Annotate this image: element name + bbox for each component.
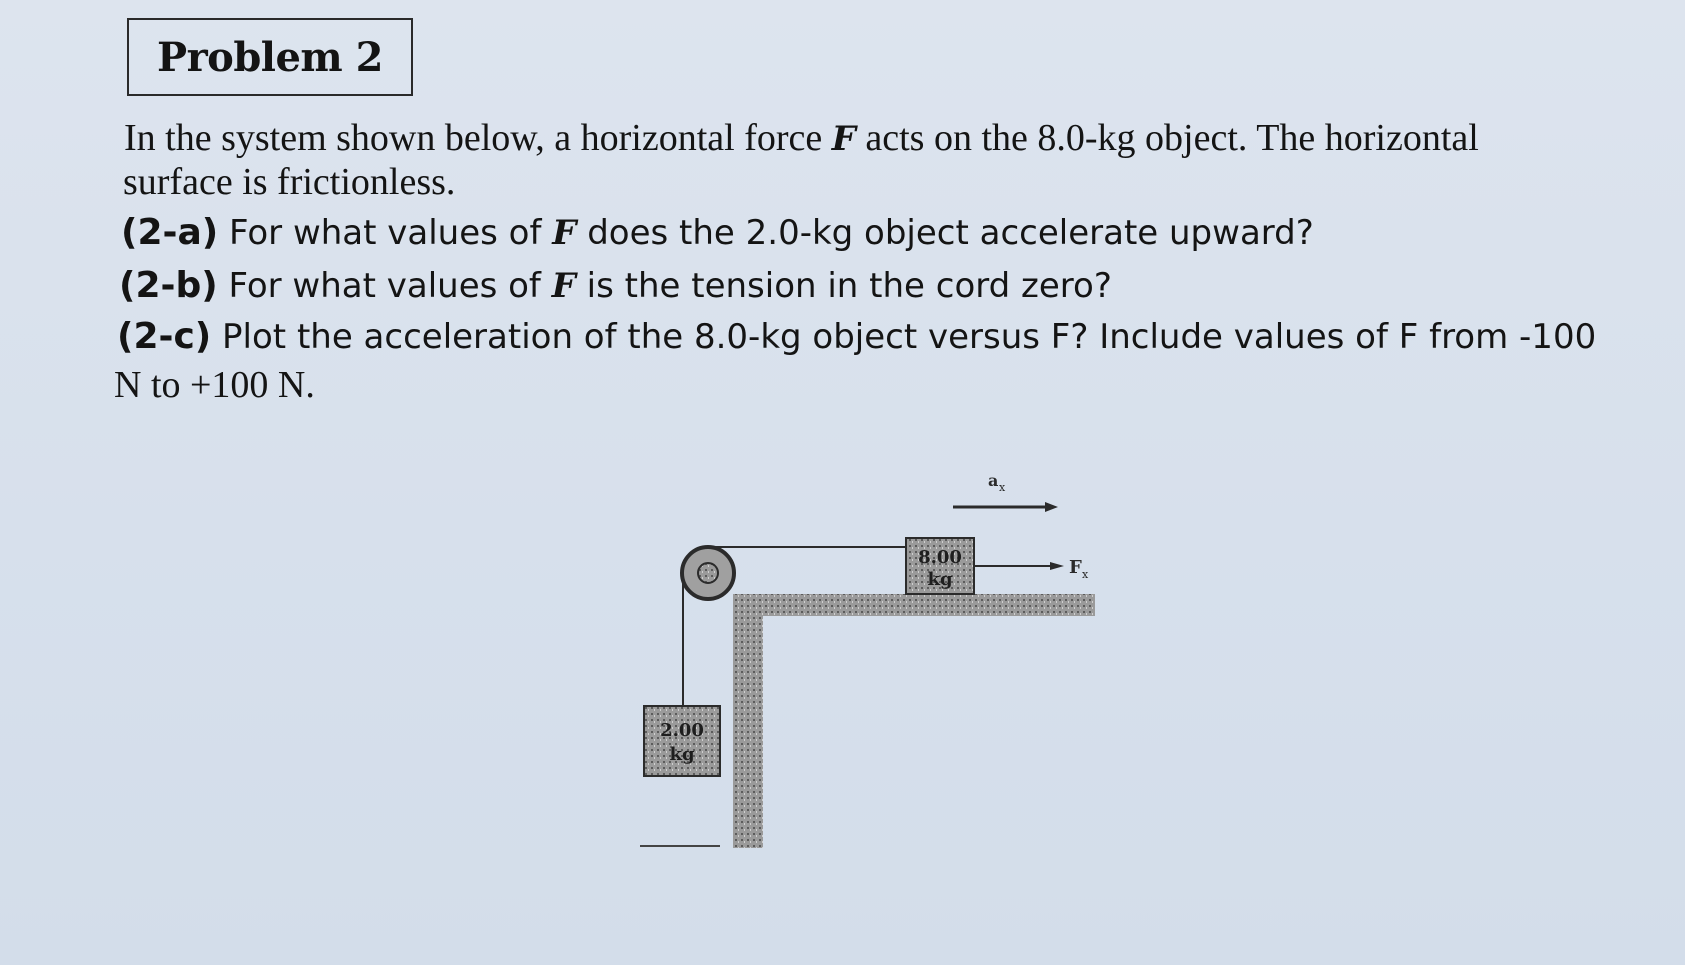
pulley-system-diagram <box>620 460 1120 900</box>
svg-text:x: x <box>999 481 1006 494</box>
svg-text:F: F <box>1069 557 1082 578</box>
question-2c: (2-c) Plot the acceleration of the 8.0-kg object versus F? Include values of F from -100 <box>117 316 1597 357</box>
hanging-block-unit: kg <box>669 744 695 765</box>
acceleration-label <box>988 471 1006 494</box>
question-2c-line-2: N to +100 N. <box>114 364 315 406</box>
intro-line-1: In the system shown below, a horizontal force F acts on the 8.0-kg object. The horizontal <box>124 117 1479 159</box>
force-arrowhead <box>1050 562 1064 570</box>
table-surface <box>733 594 1095 616</box>
svg-text:a: a <box>988 471 999 490</box>
hanging-block <box>644 706 720 776</box>
svg-text:x: x <box>1082 568 1089 581</box>
sliding-block-mass: 8.00 <box>918 547 962 568</box>
sliding-block-unit: kg <box>927 569 953 590</box>
problem-title: Problem 2 <box>127 18 413 96</box>
hanging-block-mass: 2.00 <box>660 720 704 741</box>
table-leg <box>733 594 763 848</box>
pulley-hub <box>698 563 718 583</box>
question-2b: (2-b) For what values of F is the tension in the cord zero? <box>119 265 1112 306</box>
force-label <box>1069 557 1089 581</box>
question-2a: (2-a) For what values of F does the 2.0-kg object accelerate upward? <box>121 212 1314 253</box>
acceleration-arrowhead <box>1045 502 1058 512</box>
intro-line-2: surface is frictionless. <box>123 161 456 203</box>
